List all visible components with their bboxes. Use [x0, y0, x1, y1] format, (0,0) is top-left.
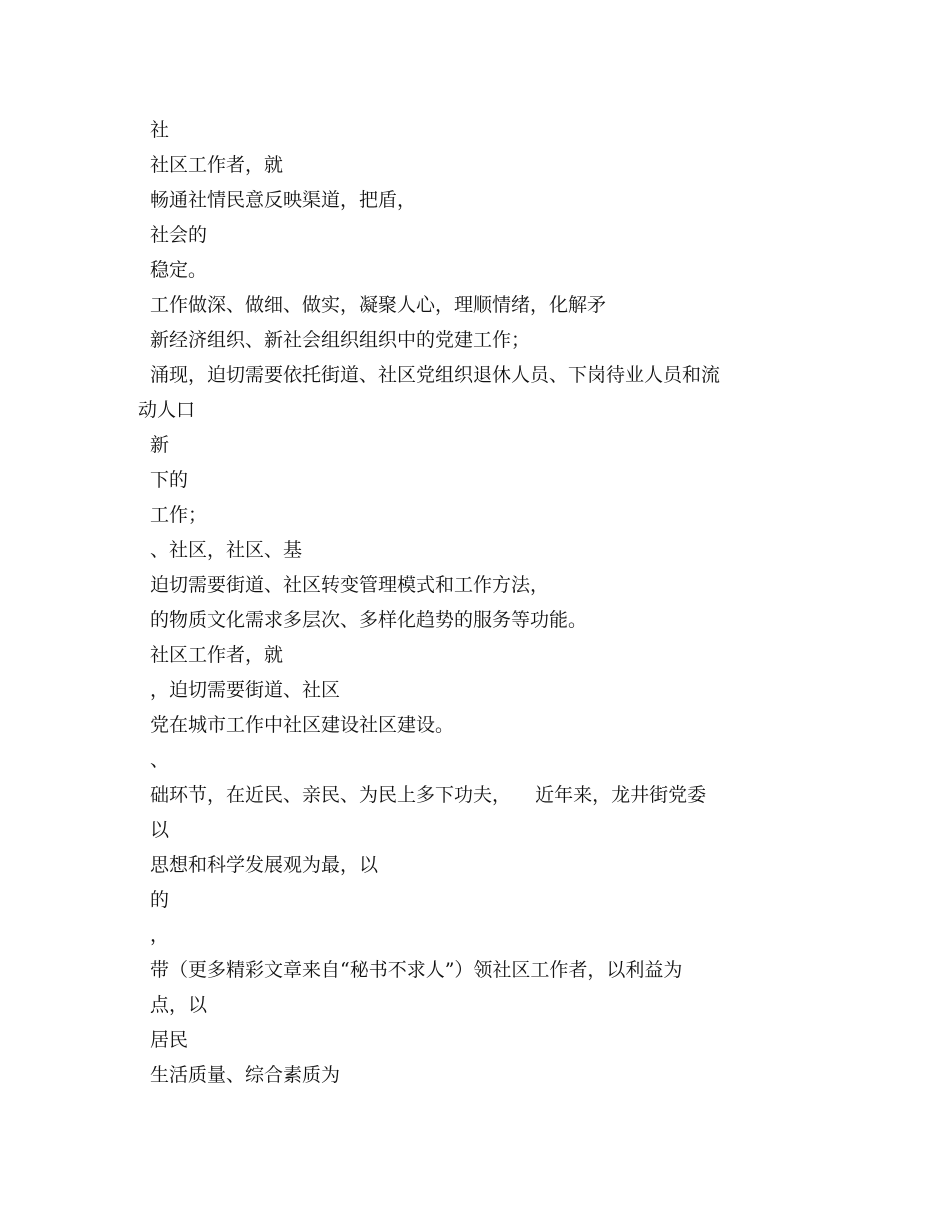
text-line: 畅通社情民意反映渠道，把盾，	[150, 189, 417, 211]
text-line: ，	[150, 924, 170, 946]
text-line: 居民	[150, 1029, 189, 1051]
text-line: 动人口	[138, 399, 196, 421]
text-line: 、	[150, 749, 170, 771]
text-line: ，迫切需要街道、社区	[150, 679, 341, 701]
text-line: 社	[150, 119, 170, 141]
text-line: 础环节，在近民、亲民、为民上多下功夫， 近年来，龙井街党委	[150, 784, 707, 806]
text-line: 新	[150, 434, 170, 456]
text-line: 思想和科学发展观为最，以	[150, 854, 379, 876]
text-line: 涌现，迫切需要依托街道、社区党组织退休人员、下岗待业人员和流	[150, 364, 721, 386]
text-line: 社会的	[150, 224, 208, 246]
text-line: 工作做深、做细、做实，凝聚人心，理顺情绪，化解矛	[150, 294, 607, 316]
text-line: 工作；	[150, 504, 208, 526]
text-line: 新经济组织、新社会组织组织中的党建工作；	[150, 329, 531, 351]
text-line: 社区工作者，就	[150, 644, 284, 666]
text-line: 的物质文化需求多层次、多样化趋势的服务等功能。	[150, 609, 588, 631]
text-line: 、社区，社区、基	[150, 539, 303, 561]
text-line: 社区工作者，就	[150, 154, 284, 176]
text-line: 生活质量、综合素质为	[150, 1064, 341, 1086]
text-line: 党在城市工作中社区建设社区建设。	[150, 714, 455, 736]
text-line: 稳定。	[150, 259, 208, 281]
text-line: 以	[150, 819, 170, 841]
text-line: 下的	[150, 469, 189, 491]
text-line: 点，以	[150, 994, 208, 1016]
text-line: 的	[150, 889, 170, 911]
document-body	[138, 113, 838, 1093]
text-line: 迫切需要街道、社区转变管理模式和工作方法，	[150, 574, 550, 596]
text-line: 带（更多精彩文章来自“秘书不求人”）领社区工作者，以利益为	[150, 959, 683, 981]
